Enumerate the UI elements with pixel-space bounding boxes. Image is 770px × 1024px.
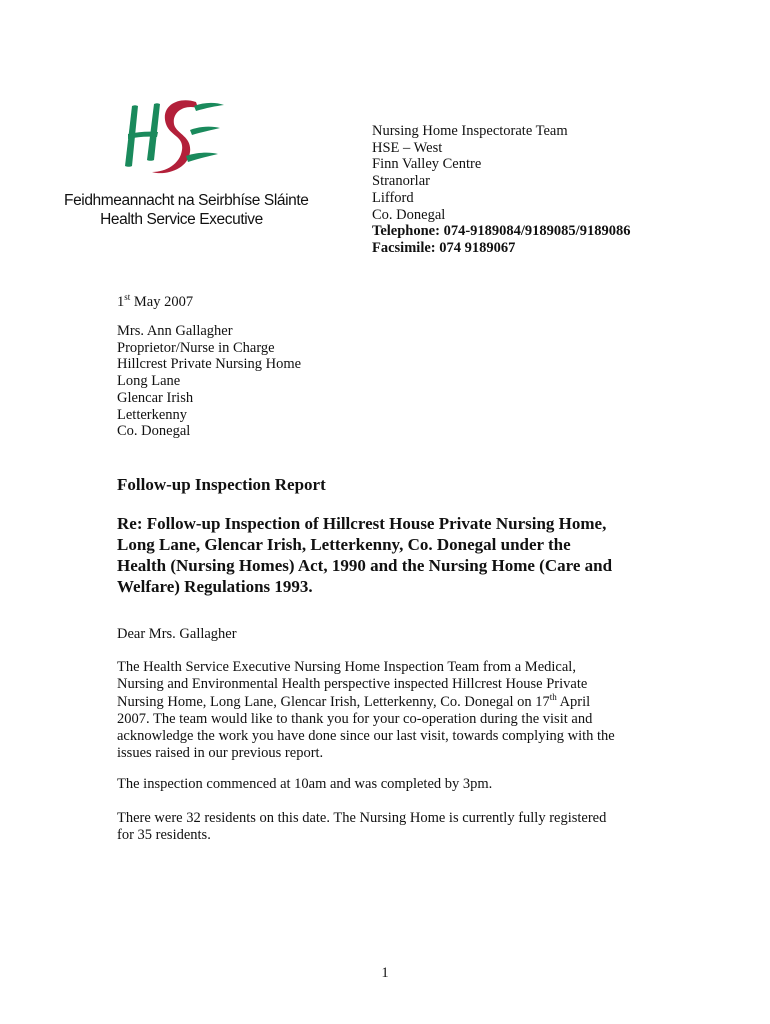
paragraph-line: 2007. The team would like to thank you for your co-operation during the visit and — [117, 710, 593, 727]
ordinal-suffix: th — [549, 691, 557, 702]
sender-address — [372, 123, 630, 257]
recipient-line: Proprietor/Nurse in Charge — [117, 339, 275, 356]
recipient-line: Mrs. Ann Gallagher — [117, 323, 233, 339]
hse-logo-icon — [118, 96, 228, 178]
sender-line: Finn Valley Centre — [372, 156, 482, 173]
report-heading: Follow-up Inspection Report — [117, 475, 326, 494]
paragraph-line: issues raised in our previous report. — [117, 745, 324, 762]
paragraph-text: April — [556, 693, 591, 710]
subject-text: Long Lane, Glencar Irish, Letterkenny, Co. Donegal under the — [117, 535, 571, 554]
subject-text: Re: Follow-up Inspection of Hillcrest House Private Nursing Home, — [117, 514, 607, 533]
organisation-name — [64, 191, 309, 229]
paragraph-line: The inspection commenced at 10am and was completed by 3pm. — [117, 776, 493, 792]
recipient-address — [117, 323, 301, 440]
organisation-english-name: Health Service Executive — [100, 211, 263, 228]
sender-line: Stranorlar — [372, 173, 430, 190]
organisation-irish-name: Feidhmeannacht na Seirbhíse Sláinte — [64, 192, 309, 209]
date-month-year: May 2007 — [130, 294, 194, 310]
page-number: 1 — [381, 965, 389, 981]
subject-line — [117, 513, 677, 597]
subject-text: Health (Nursing Homes) Act, 1990 and the Nursing Home (Care and — [117, 556, 613, 575]
recipient-line: Glencar Irish — [117, 389, 194, 406]
salutation: Dear Mrs. Gallagher — [117, 626, 237, 642]
paragraph-line — [117, 691, 615, 711]
sender-facsimile: Facsimile: 074 9189067 — [372, 239, 516, 256]
sender-telephone: Telephone: 074-9189084/9189085/9189086 — [372, 223, 631, 240]
sender-line: Co. Donegal — [372, 206, 446, 223]
recipient-line: Long Lane — [117, 373, 181, 390]
body-paragraph — [117, 776, 492, 793]
paragraph-line: Nursing and Environmental Health perspective inspected Hillcrest House Private — [117, 676, 588, 693]
paragraph-text: Nursing Home, Long Lane, Glencar Irish, Letterkenny, Co. Donegal on 17 — [117, 693, 550, 710]
sender-line: Nursing Home Inspectorate Team — [372, 123, 568, 139]
date-suffix: st — [124, 292, 131, 302]
hse-logo — [118, 96, 228, 178]
subject-text: Welfare) Regulations 1993. — [117, 577, 313, 596]
recipient-line: Letterkenny — [117, 406, 188, 423]
paragraph-line: for 35 residents. — [117, 827, 211, 844]
date-day: 1 — [117, 294, 125, 310]
paragraph-line: There were 32 residents on this date. The Nursing Home is currently fully registered — [117, 810, 607, 826]
recipient-line: Hillcrest Private Nursing Home — [117, 356, 302, 373]
body-paragraph — [117, 659, 615, 763]
recipient-line: Co. Donegal — [117, 423, 191, 440]
body-paragraph — [117, 810, 606, 845]
letter-date — [117, 288, 193, 311]
paragraph-line: The Health Service Executive Nursing Home Inspection Team from a Medical, — [117, 659, 576, 675]
paragraph-line: acknowledge the work you have done since our last visit, towards complying with the — [117, 728, 615, 745]
sender-line: Lifford — [372, 189, 414, 206]
sender-line: HSE – West — [372, 139, 443, 156]
